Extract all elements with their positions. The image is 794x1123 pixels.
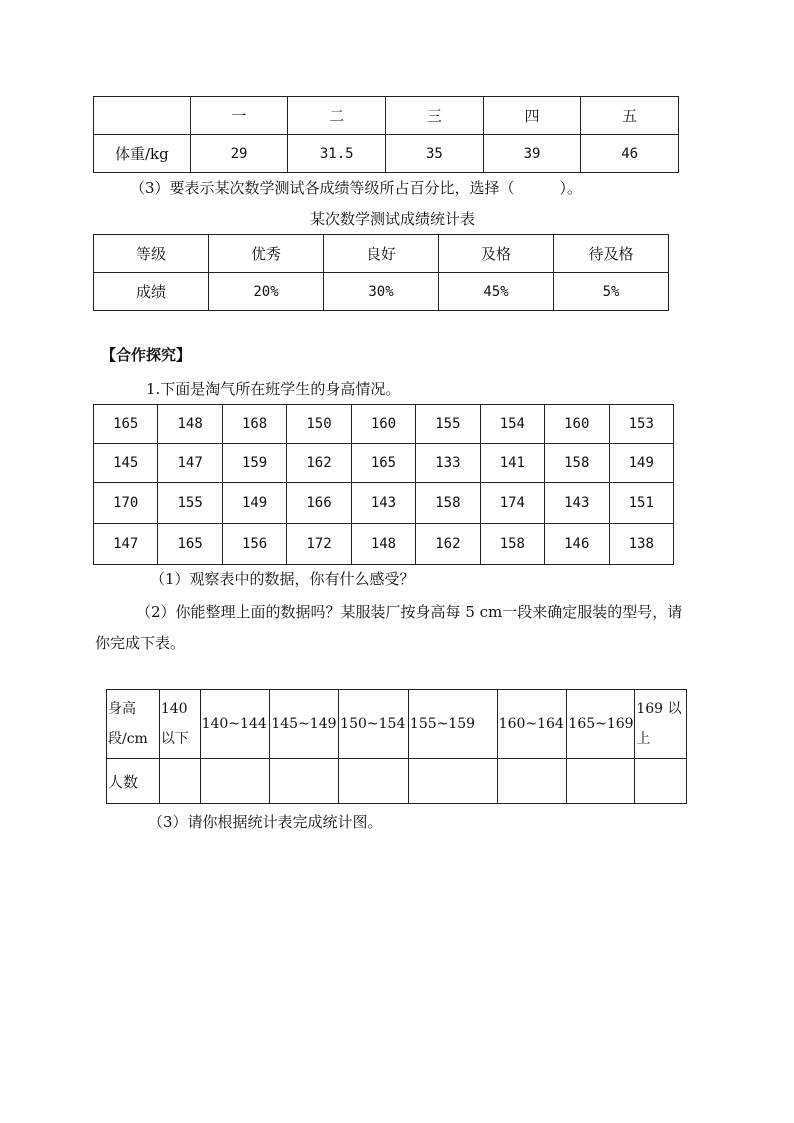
height-cell: 133 <box>416 444 480 483</box>
grade-level: 良好 <box>324 235 439 273</box>
paragraph-2-line-1: （2）你能整理上面的数据吗？某服装厂按身高每 5 cm一段来确定服装的型号，请 <box>136 603 683 621</box>
height-cell: 150 <box>287 405 351 444</box>
count-cell-empty[interactable] <box>159 759 200 804</box>
range-cell: 140~144 <box>200 690 270 759</box>
section-title: 【合作探究】 <box>101 346 192 364</box>
grade-row2-label: 成绩 <box>94 273 209 311</box>
height-cell: 154 <box>480 405 544 444</box>
grade-table <box>93 234 669 311</box>
height-cell: 149 <box>609 444 674 483</box>
height-cell: 168 <box>222 405 286 444</box>
grade-row1-label: 等级 <box>94 235 209 273</box>
weight-header-1: 一 <box>190 97 288 135</box>
height-cell: 143 <box>351 483 415 524</box>
height-cell: 138 <box>609 524 674 565</box>
height-cell: 174 <box>480 483 544 524</box>
count-cell-empty[interactable] <box>567 759 635 804</box>
height-cell: 162 <box>416 524 480 565</box>
height-cell: 143 <box>545 483 609 524</box>
height-cell: 147 <box>158 444 222 483</box>
weight-value: 35 <box>386 135 484 173</box>
weight-row-label: 体重/kg <box>94 135 191 173</box>
weight-value: 31.5 <box>288 135 386 173</box>
weight-header-5: 五 <box>581 97 679 135</box>
grade-level: 及格 <box>439 235 554 273</box>
weight-table <box>93 96 679 173</box>
count-cell-empty[interactable] <box>497 759 567 804</box>
height-cell: 160 <box>545 405 609 444</box>
height-cell: 159 <box>222 444 286 483</box>
height-cell: 145 <box>94 444 158 483</box>
height-cell: 148 <box>158 405 222 444</box>
weight-value: 46 <box>581 135 679 173</box>
weight-value: 29 <box>190 135 288 173</box>
weight-header-3: 三 <box>386 97 484 135</box>
count-cell-empty[interactable] <box>339 759 409 804</box>
count-cell-empty[interactable] <box>408 759 497 804</box>
range-cell: 160~164 <box>497 690 567 759</box>
height-cell: 149 <box>222 483 286 524</box>
grade-table-title: 某次数学测试成绩统计表 <box>310 210 476 228</box>
grade-percent: 30% <box>324 273 439 311</box>
grade-percent: 5% <box>554 273 669 311</box>
height-cell: 165 <box>351 444 415 483</box>
height-cell: 165 <box>158 524 222 565</box>
range-cell: 150~154 <box>339 690 409 759</box>
weight-header-4: 四 <box>483 97 581 135</box>
height-cell: 153 <box>609 405 674 444</box>
height-cell: 162 <box>287 444 351 483</box>
weight-value: 39 <box>483 135 581 173</box>
weight-header-empty <box>94 97 191 135</box>
height-cell: 160 <box>351 405 415 444</box>
count-cell-empty[interactable] <box>270 759 339 804</box>
range-cell: 145~149 <box>270 690 339 759</box>
range-table <box>106 689 687 804</box>
grade-percent: 20% <box>209 273 324 311</box>
height-cell: 170 <box>94 483 158 524</box>
item-1-text: 1.下面是淘气所在班学生的身高情况。 <box>146 380 401 398</box>
range-cell: 155~159 <box>408 690 497 759</box>
height-cell: 155 <box>416 405 480 444</box>
height-cell: 158 <box>480 524 544 565</box>
range-cell: 165~169 <box>567 690 635 759</box>
range-header-label: 身高段/cm <box>107 690 160 759</box>
height-cell: 172 <box>287 524 351 565</box>
height-cell: 146 <box>545 524 609 565</box>
height-cell: 148 <box>351 524 415 565</box>
height-table <box>93 404 674 565</box>
count-cell-empty[interactable] <box>200 759 270 804</box>
height-cell: 141 <box>480 444 544 483</box>
count-cell-empty[interactable] <box>635 759 687 804</box>
height-cell: 158 <box>416 483 480 524</box>
height-cell: 165 <box>94 405 158 444</box>
grade-level: 待及格 <box>554 235 669 273</box>
question-3: （3）要表示某次数学测试各成绩等级所占百分比，选择（ ）。 <box>130 179 583 197</box>
paragraph-3: （3）请你根据统计表完成统计图。 <box>148 813 383 831</box>
height-cell: 151 <box>609 483 674 524</box>
grade-percent: 45% <box>439 273 554 311</box>
height-cell: 156 <box>222 524 286 565</box>
paragraph-2-line-2: 你完成下表。 <box>95 634 186 652</box>
height-cell: 166 <box>287 483 351 524</box>
height-cell: 147 <box>94 524 158 565</box>
weight-header-2: 二 <box>288 97 386 135</box>
grade-level: 优秀 <box>209 235 324 273</box>
range-cell: 169 以上 <box>635 690 687 759</box>
height-cell: 158 <box>545 444 609 483</box>
height-cell: 155 <box>158 483 222 524</box>
paragraph-1: （1）观察表中的数据，你有什么感受？ <box>150 570 415 588</box>
range-row2-label: 人数 <box>107 759 160 804</box>
range-cell: 140以下 <box>159 690 200 759</box>
